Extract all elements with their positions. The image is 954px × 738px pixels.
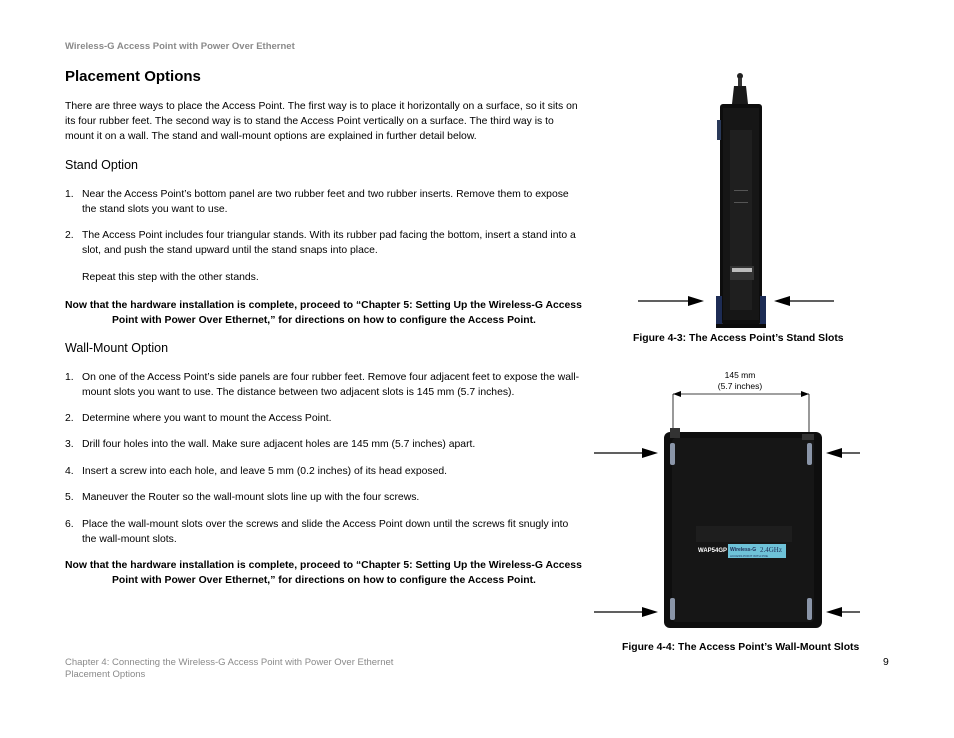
stand-repeat-note [65,270,585,285]
device-band-label: 2.4GHz [760,546,782,554]
wall-mount-figure [590,390,865,635]
footer-chapter: Chapter 4: Connecting the Wireless-G Access Point with Power Over Ethernet [65,657,394,668]
dimension-label [700,370,780,392]
figure-4-4-caption: Figure 4-4: The Access Point’s Wall-Mount Slots [622,642,860,653]
stand-completion-note [65,298,590,328]
page-title: Placement Options [65,68,201,85]
note-line-2: Point with Power Over Ethernet,” for directions on how to configure the Access Point. [112,315,536,326]
note-line-2: Point with Power Over Ethernet,” for directions on how to configure the Access Point. [112,575,536,586]
device-model-label: WAP54GP [698,548,728,554]
step-number: 3. [65,439,74,450]
step-text: Maneuver the Router so the wall-mount slots line up with the four screws. [82,492,420,503]
step-text: Place the wall-mount slots over the screws and slide the Access Point down until the screws fit snugly into the wall-mount slots. [82,519,569,545]
step-number: 2. [65,230,74,241]
repeat-text: Repeat this step with the other stands. [82,272,259,283]
step-number: 2. [65,413,74,424]
step-text: Drill four holes into the wall. Make sure adjacent holes are 145 mm (5.7 inches) apart. [82,439,476,450]
intro-paragraph: There are three ways to place the Access Point. The first way is to place it horizontally on a surface, so it sits on its four rubber feet. The second way is to stand the Access Point vertically on a surface. The third way is to mount it on a wall. The stand and wall-mount options are explained in further detail below. [65,101,578,142]
wall-completion-note [65,558,590,588]
stand-slots-figure [630,70,845,330]
step-number: 1. [65,372,74,383]
figure-4-3-caption: Figure 4-3: The Access Point’s Stand Slots [633,333,844,344]
dimension-mm: 145 mm [724,370,756,380]
footer [65,657,393,681]
step-number: 5. [65,492,74,503]
note-line-1: Now that the hardware installation is complete, proceed to “Chapter 5: Setting Up the Wireless-G Access [65,560,582,571]
step-text: Determine where you want to mount the Access Point. [82,413,332,424]
wall-step-3 [65,437,585,452]
stand-step-2 [65,228,585,258]
wall-step-4 [65,464,585,479]
step-text: The Access Point includes four triangular stands. With its rubber pad facing the bottom, insert a stand into a slot, and push the stand upward until the stand snaps into place. [82,230,576,256]
note-line-1: Now that the hardware installation is complete, proceed to “Chapter 5: Setting Up the Wireless-G Access [65,300,582,311]
step-text: Near the Access Point’s bottom panel are two rubber feet and two rubber inserts. Remove them to expose the stand slots you want to use. [82,189,569,215]
page-number: 9 [883,657,889,668]
device-badge-label: Wireless-G [730,547,757,553]
wall-step-5 [65,490,585,505]
step-text: On one of the Access Point’s side panels are four rubber feet. Remove four adjacent feet to expose the wall-mount slots you want to use. The distance between two adjacent slots is 145 mm (5.7 inches). [82,372,580,398]
stand-step-1 [65,187,585,217]
dimension-inches: (5.7 inches) [717,381,763,391]
step-number: 1. [65,189,74,200]
wall-mount-heading: Wall-Mount Option [65,341,169,355]
wall-step-6 [65,517,585,547]
step-number: 6. [65,519,74,530]
running-header: Wireless-G Access Point with Power Over Ethernet [65,41,295,52]
step-text: Insert a screw into each hole, and leave 5 mm (0.2 inches) of its head exposed. [82,466,448,477]
step-number: 4. [65,466,74,477]
stand-option-heading: Stand Option [65,158,138,172]
wall-step-1 [65,370,585,400]
device-sub-label: ACCESS POINT WITH POE [730,554,768,558]
wall-step-2 [65,411,585,426]
footer-section: Placement Options [65,669,146,680]
